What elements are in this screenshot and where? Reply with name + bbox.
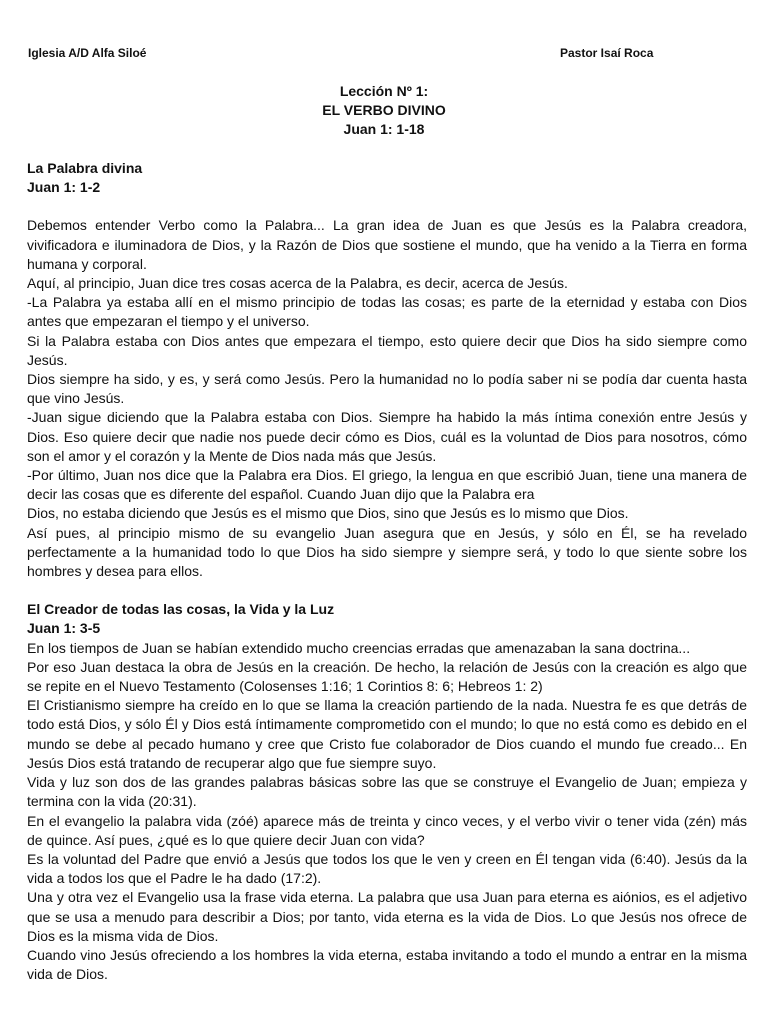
paragraph: Por eso Juan destaca la obra de Jesús en la creación. De hecho, la relación de Jesús con la creación es algo que se repite en el Nuevo Testamento (Colosenses 1:16; 1 Corintios 8: 6; Hebreos 1: 2) bbox=[27, 658, 747, 695]
paragraph: Una y otra vez el Evangelio usa la frase vida eterna. La palabra que usa Juan para eterna es aiónios, es el adjetivo que se usa a menudo para describir a Dios; por tanto, vida eterna es la vida de Dios. Lo que Jesús nos ofrece de Dios es la misma vida de Dios. bbox=[27, 889, 747, 944]
paragraph: Aquí, al principio, Juan dice tres cosas acerca de la Palabra, es decir, acerca de Jesús. bbox=[27, 275, 568, 292]
lesson-reference: Juan 1: 1-18 bbox=[343, 121, 425, 137]
lesson-title: EL VERBO DIVINO bbox=[322, 102, 446, 118]
paragraph: En el evangelio la palabra vida (zóé) aparece más de treinta y cinco veces, y el verbo vivir o tener vida (zén) más de quince. Así pues, ¿qué es lo que quiere decir Juan con vida? bbox=[27, 812, 747, 848]
section-heading: La Palabra divina bbox=[27, 160, 143, 176]
paragraph: -La Palabra ya estaba allí en el mismo principio de todas las cosas; es parte de la eternidad y estaba con Dios antes que empezaran el tiempo y el universo. bbox=[27, 294, 747, 330]
church-name: Iglesia A/D Alfa Siloé bbox=[28, 46, 147, 60]
paragraph: Dios, no estaba diciendo que Jesús es el mismo que Dios, sino que Jesús es lo mismo que Dios. bbox=[27, 505, 629, 522]
section-heading: El Creador de todas las cosas, la Vida y la Luz bbox=[27, 601, 335, 618]
paragraph: Si la Palabra estaba con Dios antes que empezara el tiempo, esto quiere decir que Dios ha sido siempre como Jesús. bbox=[27, 332, 747, 368]
paragraph: -Juan sigue diciendo que la Palabra estaba con Dios. Siempre ha habido la más íntima conexión entre Jesús y Dios. Eso quiere decir que nadie nos puede decir cómo es Dios, cuál es la voluntad de Dios para nosotros, cómo son el amor y el corazón y la Mente de Dios nada más que Jesús. bbox=[27, 409, 747, 464]
lesson-number: Lección Nº 1: bbox=[339, 83, 429, 99]
lesson-title-block bbox=[0, 82, 768, 139]
section-reference: Juan 1: 3-5 bbox=[27, 620, 101, 637]
section-reference: Juan 1: 1-2 bbox=[27, 179, 101, 196]
paragraph: Dios siempre ha sido, y es, y será como Jesús. Pero la humanidad no lo podía saber ni se podía dar cuenta hasta que vino Jesús. bbox=[27, 371, 747, 407]
paragraph: Cuando vino Jesús ofreciendo a los hombres la vida eterna, estaba invitando a todo el mundo a entrar en la misma vida de Dios. bbox=[27, 946, 747, 983]
paragraph: Es la voluntad del Padre que envió a Jesús que todos los que le ven y creen en Él tengan vida (6:40). Jesús da la vida a todos los que el Padre le ha dado (17:2). bbox=[27, 850, 747, 887]
pastor-name: Pastor Isaí Roca bbox=[560, 46, 654, 60]
paragraph: Así pues, al principio mismo de su evangelio Juan asegura que en Jesús, y sólo en Él, se ha revelado perfectamente a la humanidad todo lo que Dios ha sido siempre y siempre será, y todo lo que siente sobre los hombres y desea para ellos. bbox=[27, 524, 747, 580]
paragraph: Vida y luz son dos de las grandes palabras básicas sobre las que se construye el Evangelio de Juan; empieza y termina con la vida (20:31). bbox=[27, 774, 747, 810]
paragraph: El Cristianismo siempre ha creído en lo que se llama la creación partiendo de la nada. Nuestra fe es que detrás de todo está Dios, y sólo Él y Dios está íntimamente comprometido con el mundo; lo que no está como es debido en el mundo se debe al pecado humano y cree que Cristo fue colaborador de Dios cuando el mundo fue creado... En Jesús Dios está tratando de recuperar algo que fue siempre suyo. bbox=[27, 697, 747, 771]
paragraph: En los tiempos de Juan se habían extendido mucho creencias erradas que amenazaban la sana doctrina... bbox=[27, 639, 691, 656]
paragraph: -Por último, Juan nos dice que la Palabra era Dios. El griego, la lengua en que escribió Juan, tiene una manera de decir las cosas que es diferente del español. Cuando Juan dijo que la Palabra era bbox=[27, 467, 747, 503]
document-body bbox=[27, 159, 747, 984]
paragraph: Debemos entender Verbo como la Palabra... La gran idea de Juan es que Jesús es la Palabra creadora, vivificadora e iluminadora de Dios, y la Razón de Dios que sostiene el mundo, que ha venido a la Tierra en forma humana y corporal. bbox=[27, 217, 747, 272]
